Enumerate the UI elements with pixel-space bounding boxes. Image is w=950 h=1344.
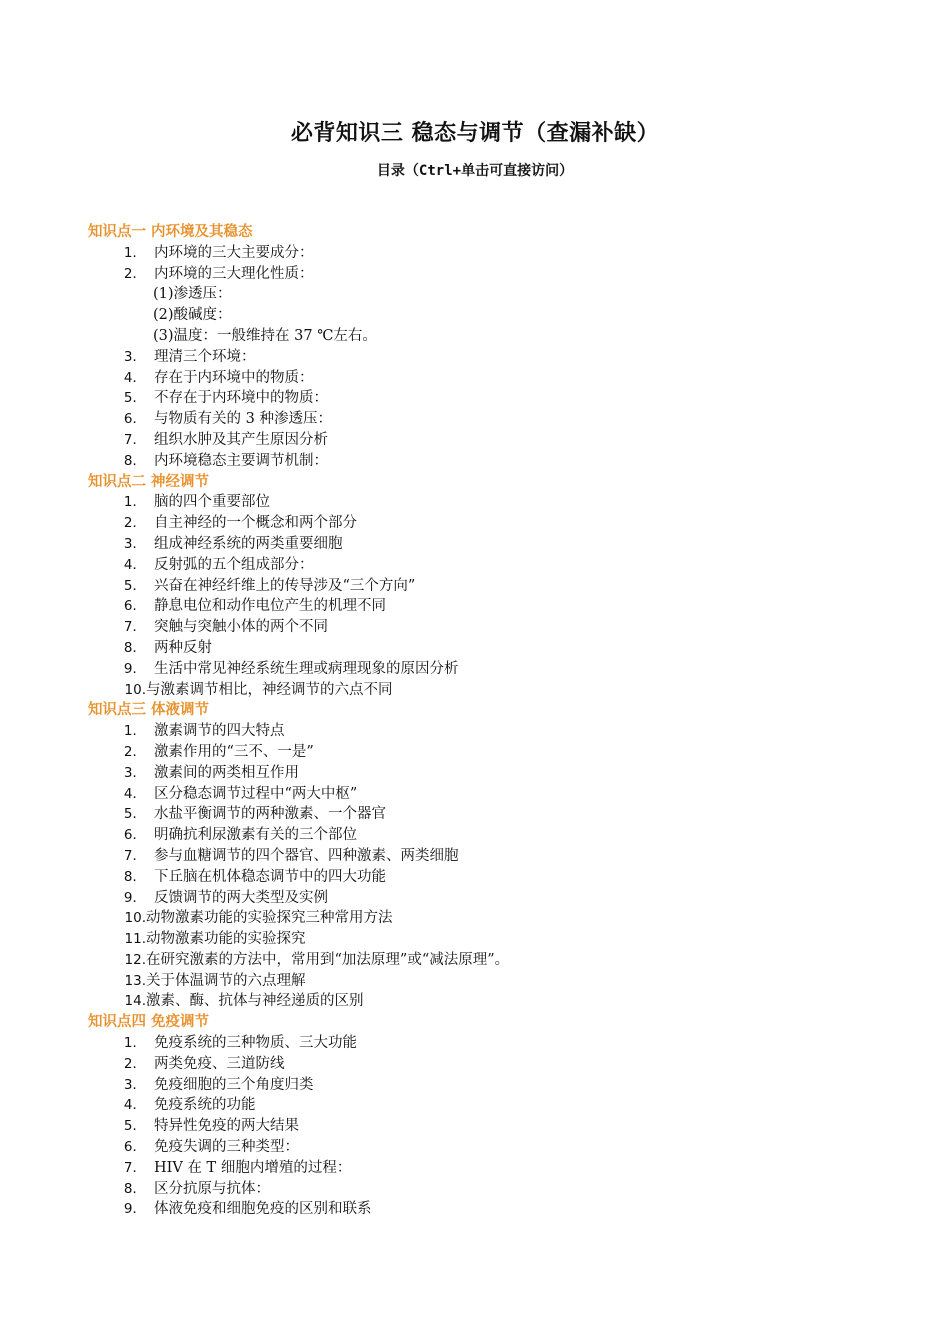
toc-entry-label: 水盐平衡调节的两种激素、一个器官: [154, 806, 386, 823]
toc-entry-label: 兴奋在神经纤维上的传导涉及“三个方向”: [154, 577, 416, 594]
toc-entry-number: 5．: [123, 806, 146, 823]
toc-entry[interactable]: [88, 784, 888, 805]
toc-entry-number: 3．: [123, 1076, 146, 1093]
toc-entry-label: 动物激素功能的实验探究: [146, 931, 306, 948]
toc-entry-label: 免疫失调的三种类型：: [154, 1139, 299, 1156]
toc-sub-entry: (3)温度：一般维持在 37 ℃左右。: [153, 327, 377, 344]
toc-entry[interactable]: [88, 617, 888, 638]
toc-entry-number: 6．: [123, 598, 146, 615]
toc-entry-label: 两种反射: [154, 639, 212, 656]
toc-entry[interactable]: [88, 409, 888, 430]
toc-entry-label: 内环境稳态主要调节机制：: [154, 452, 328, 469]
toc-entry-label: HIV 在 T 细胞内增殖的过程：: [154, 1159, 352, 1176]
toc-entry-label: 在研究激素的方法中，常用到“加法原理”或“减法原理”。: [146, 951, 510, 968]
toc-entry-number: 7．: [123, 847, 146, 864]
toc-entry[interactable]: [88, 908, 888, 929]
toc-entry[interactable]: [88, 804, 888, 825]
toc-entry[interactable]: [88, 721, 888, 742]
toc-entry-label: 下丘脑在机体稳态调节中的四大功能: [154, 868, 386, 885]
toc-entry-number: 13.: [124, 972, 146, 989]
toc-entry[interactable]: [88, 1075, 888, 1096]
toc-entry-label: 激素、酶、抗体与神经递质的区别: [146, 993, 364, 1010]
toc-entry[interactable]: [88, 1199, 888, 1220]
toc-entry-number: 3．: [123, 535, 146, 552]
toc-entry-label: 内环境的三大理化性质：: [154, 265, 314, 282]
toc-entry-label: 特异性免疫的两大结果: [154, 1118, 299, 1135]
toc-entry-label: 关于体温调节的六点理解: [146, 972, 306, 989]
toc-entry-label: 脑的四个重要部位: [154, 494, 270, 511]
toc-section-heading[interactable]: 知识点一 内环境及其稳态: [88, 224, 253, 240]
toc-entry[interactable]: [88, 825, 888, 846]
toc-entry-label: 生活中常见神经系统生理或病理现象的原因分析: [154, 660, 459, 677]
toc-entry-number: 4．: [123, 1097, 146, 1114]
toc-entry-number: 4．: [123, 369, 146, 386]
toc-entry-label: 组织水肿及其产生原因分析: [154, 431, 328, 448]
toc-entry-number: 1．: [123, 244, 146, 261]
toc-entry-number: 9．: [123, 660, 146, 677]
toc-entry[interactable]: [88, 555, 888, 576]
toc-entry-number: 5．: [123, 1118, 146, 1135]
toc-entry-number: 6．: [123, 1139, 146, 1156]
toc-entry-label: 反射弧的五个组成部分：: [154, 556, 314, 573]
toc-entry-number: 10.: [124, 681, 146, 698]
toc-entry-label: 免疫系统的三种物质、三大功能: [154, 1035, 357, 1052]
toc-section-heading[interactable]: 知识点二 神经调节: [88, 473, 210, 490]
toc-entry[interactable]: [88, 929, 888, 950]
toc-entry-number: 12.: [124, 951, 146, 968]
toc-entry-number: 3．: [123, 764, 146, 781]
toc-entry-label: 参与血糖调节的四个器官、四种激素、两类细胞: [154, 847, 459, 864]
toc-entry-number: 4．: [123, 785, 146, 802]
toc-section-heading[interactable]: 知识点三 体液调节: [88, 702, 210, 719]
toc-entry-label: 体液免疫和细胞免疫的区别和联系: [154, 1201, 372, 1218]
toc-entry-number: 7．: [123, 431, 146, 448]
toc-entry-label: 免疫细胞的三个角度归类: [154, 1076, 314, 1093]
toc-entry-number: 8．: [123, 868, 146, 885]
toc-entry-number: 6．: [123, 827, 146, 844]
toc-entry[interactable]: [88, 347, 888, 368]
toc-entry[interactable]: [88, 659, 888, 680]
toc-entry[interactable]: [88, 1137, 888, 1158]
toc-entry-number: 8．: [123, 1180, 146, 1197]
table-of-contents: [88, 222, 888, 1220]
toc-entry[interactable]: [88, 513, 888, 534]
toc-entry-number: 2．: [123, 1055, 146, 1072]
toc-entry-number: 3．: [123, 348, 146, 365]
toc-entry[interactable]: [88, 867, 888, 888]
toc-entry-number: 6．: [123, 411, 146, 428]
toc-entry-number: 7．: [123, 1159, 146, 1176]
toc-entry-number: 2．: [123, 515, 146, 532]
toc-entry-number: 7．: [123, 619, 146, 636]
toc-entry[interactable]: [88, 451, 888, 472]
toc-entry-label: 存在于内环境中的物质：: [154, 369, 314, 386]
toc-entry[interactable]: [88, 368, 888, 389]
toc-section-heading[interactable]: 知识点四 免疫调节: [88, 1014, 210, 1031]
toc-entry[interactable]: [88, 1158, 888, 1179]
toc-entry-label: 突触与突触小体的两个不同: [154, 619, 328, 636]
toc-entry[interactable]: [88, 388, 888, 409]
toc-entry[interactable]: [88, 492, 888, 513]
toc-entry-number: 1．: [123, 723, 146, 740]
toc-entry[interactable]: [88, 971, 888, 992]
toc-entry-label: 内环境的三大主要成分：: [154, 244, 314, 261]
toc-entry-number: 5．: [123, 577, 146, 594]
toc-sub-entry: (2)酸碱度：: [153, 307, 232, 324]
toc-entry-number: 1．: [123, 1035, 146, 1052]
toc-entry-label: 不存在于内环境中的物质：: [154, 390, 328, 407]
toc-entry-number: 9．: [123, 1201, 146, 1218]
toc-entry-label: 与激素调节相比，神经调节的六点不同: [146, 681, 393, 698]
toc-entry[interactable]: [88, 763, 888, 784]
toc-entry[interactable]: [88, 1033, 888, 1054]
toc-entry-label: 理清三个环境：: [154, 348, 256, 365]
toc-entry[interactable]: [88, 576, 888, 597]
toc-entry-number: 8．: [123, 639, 146, 656]
toc-entry-number: 2．: [123, 743, 146, 760]
toc-entry[interactable]: [88, 1116, 888, 1137]
toc-entry-number: 10.: [124, 910, 146, 927]
toc-entry-label: 区分抗原与抗体：: [154, 1180, 270, 1197]
toc-entry[interactable]: [88, 742, 888, 763]
toc-entry[interactable]: [88, 888, 888, 909]
toc-entry-number: 9．: [123, 889, 146, 906]
toc-entry-label: 静息电位和动作电位产生的机理不同: [154, 598, 386, 615]
toc-entry[interactable]: [88, 680, 888, 701]
toc-entry[interactable]: [88, 1054, 888, 1075]
toc-entry[interactable]: [88, 1095, 888, 1116]
toc-entry[interactable]: [88, 991, 888, 1012]
toc-entry-number: 2．: [123, 265, 146, 282]
toc-entry-label: 动物激素功能的实验探究三种常用方法: [146, 910, 393, 927]
toc-entry-label: 免疫系统的功能: [154, 1097, 256, 1114]
toc-entry-label: 与物质有关的 3 种渗透压：: [154, 411, 332, 428]
toc-entry[interactable]: [88, 596, 888, 617]
toc-entry-label: 自主神经的一个概念和两个部分: [154, 515, 357, 532]
toc-entry-number: 14.: [124, 993, 146, 1010]
toc-entry-number: 11.: [124, 931, 146, 948]
toc-entry-label: 两类免疫、三道防线: [154, 1055, 285, 1072]
toc-entry[interactable]: [88, 534, 888, 555]
toc-entry-label: 明确抗利尿激素有关的三个部位: [154, 827, 357, 844]
toc-entry-number: 4．: [123, 556, 146, 573]
toc-entry[interactable]: [88, 950, 888, 971]
toc-entry[interactable]: [88, 846, 888, 867]
toc-entry-label: 组成神经系统的两类重要细胞: [154, 535, 343, 552]
toc-entry-label: 反馈调节的两大类型及实例: [154, 889, 328, 906]
toc-entry-number: 1．: [123, 494, 146, 511]
toc-entry-number: 5．: [123, 390, 146, 407]
toc-entry[interactable]: [88, 264, 888, 285]
toc-entry[interactable]: [88, 243, 888, 264]
toc-entry-label: 激素调节的四大特点: [154, 723, 285, 740]
toc-entry-number: 8．: [123, 452, 146, 469]
toc-entry[interactable]: [88, 1179, 888, 1200]
toc-sub-entry: (1)渗透压：: [153, 286, 232, 303]
toc-entry[interactable]: [88, 430, 888, 451]
toc-entry-label: 激素间的两类相互作用: [154, 764, 299, 781]
toc-entry[interactable]: [88, 638, 888, 659]
toc-entry-label: 激素作用的“三不、一是”: [154, 743, 314, 760]
toc-entry-label: 区分稳态调节过程中“两大中枢”: [154, 785, 358, 802]
toc-subtitle: 目录（Ctrl+单击可直接访问）: [376, 163, 574, 179]
document-title: 必背知识三 稳态与调节（查漏补缺）: [290, 121, 660, 146]
